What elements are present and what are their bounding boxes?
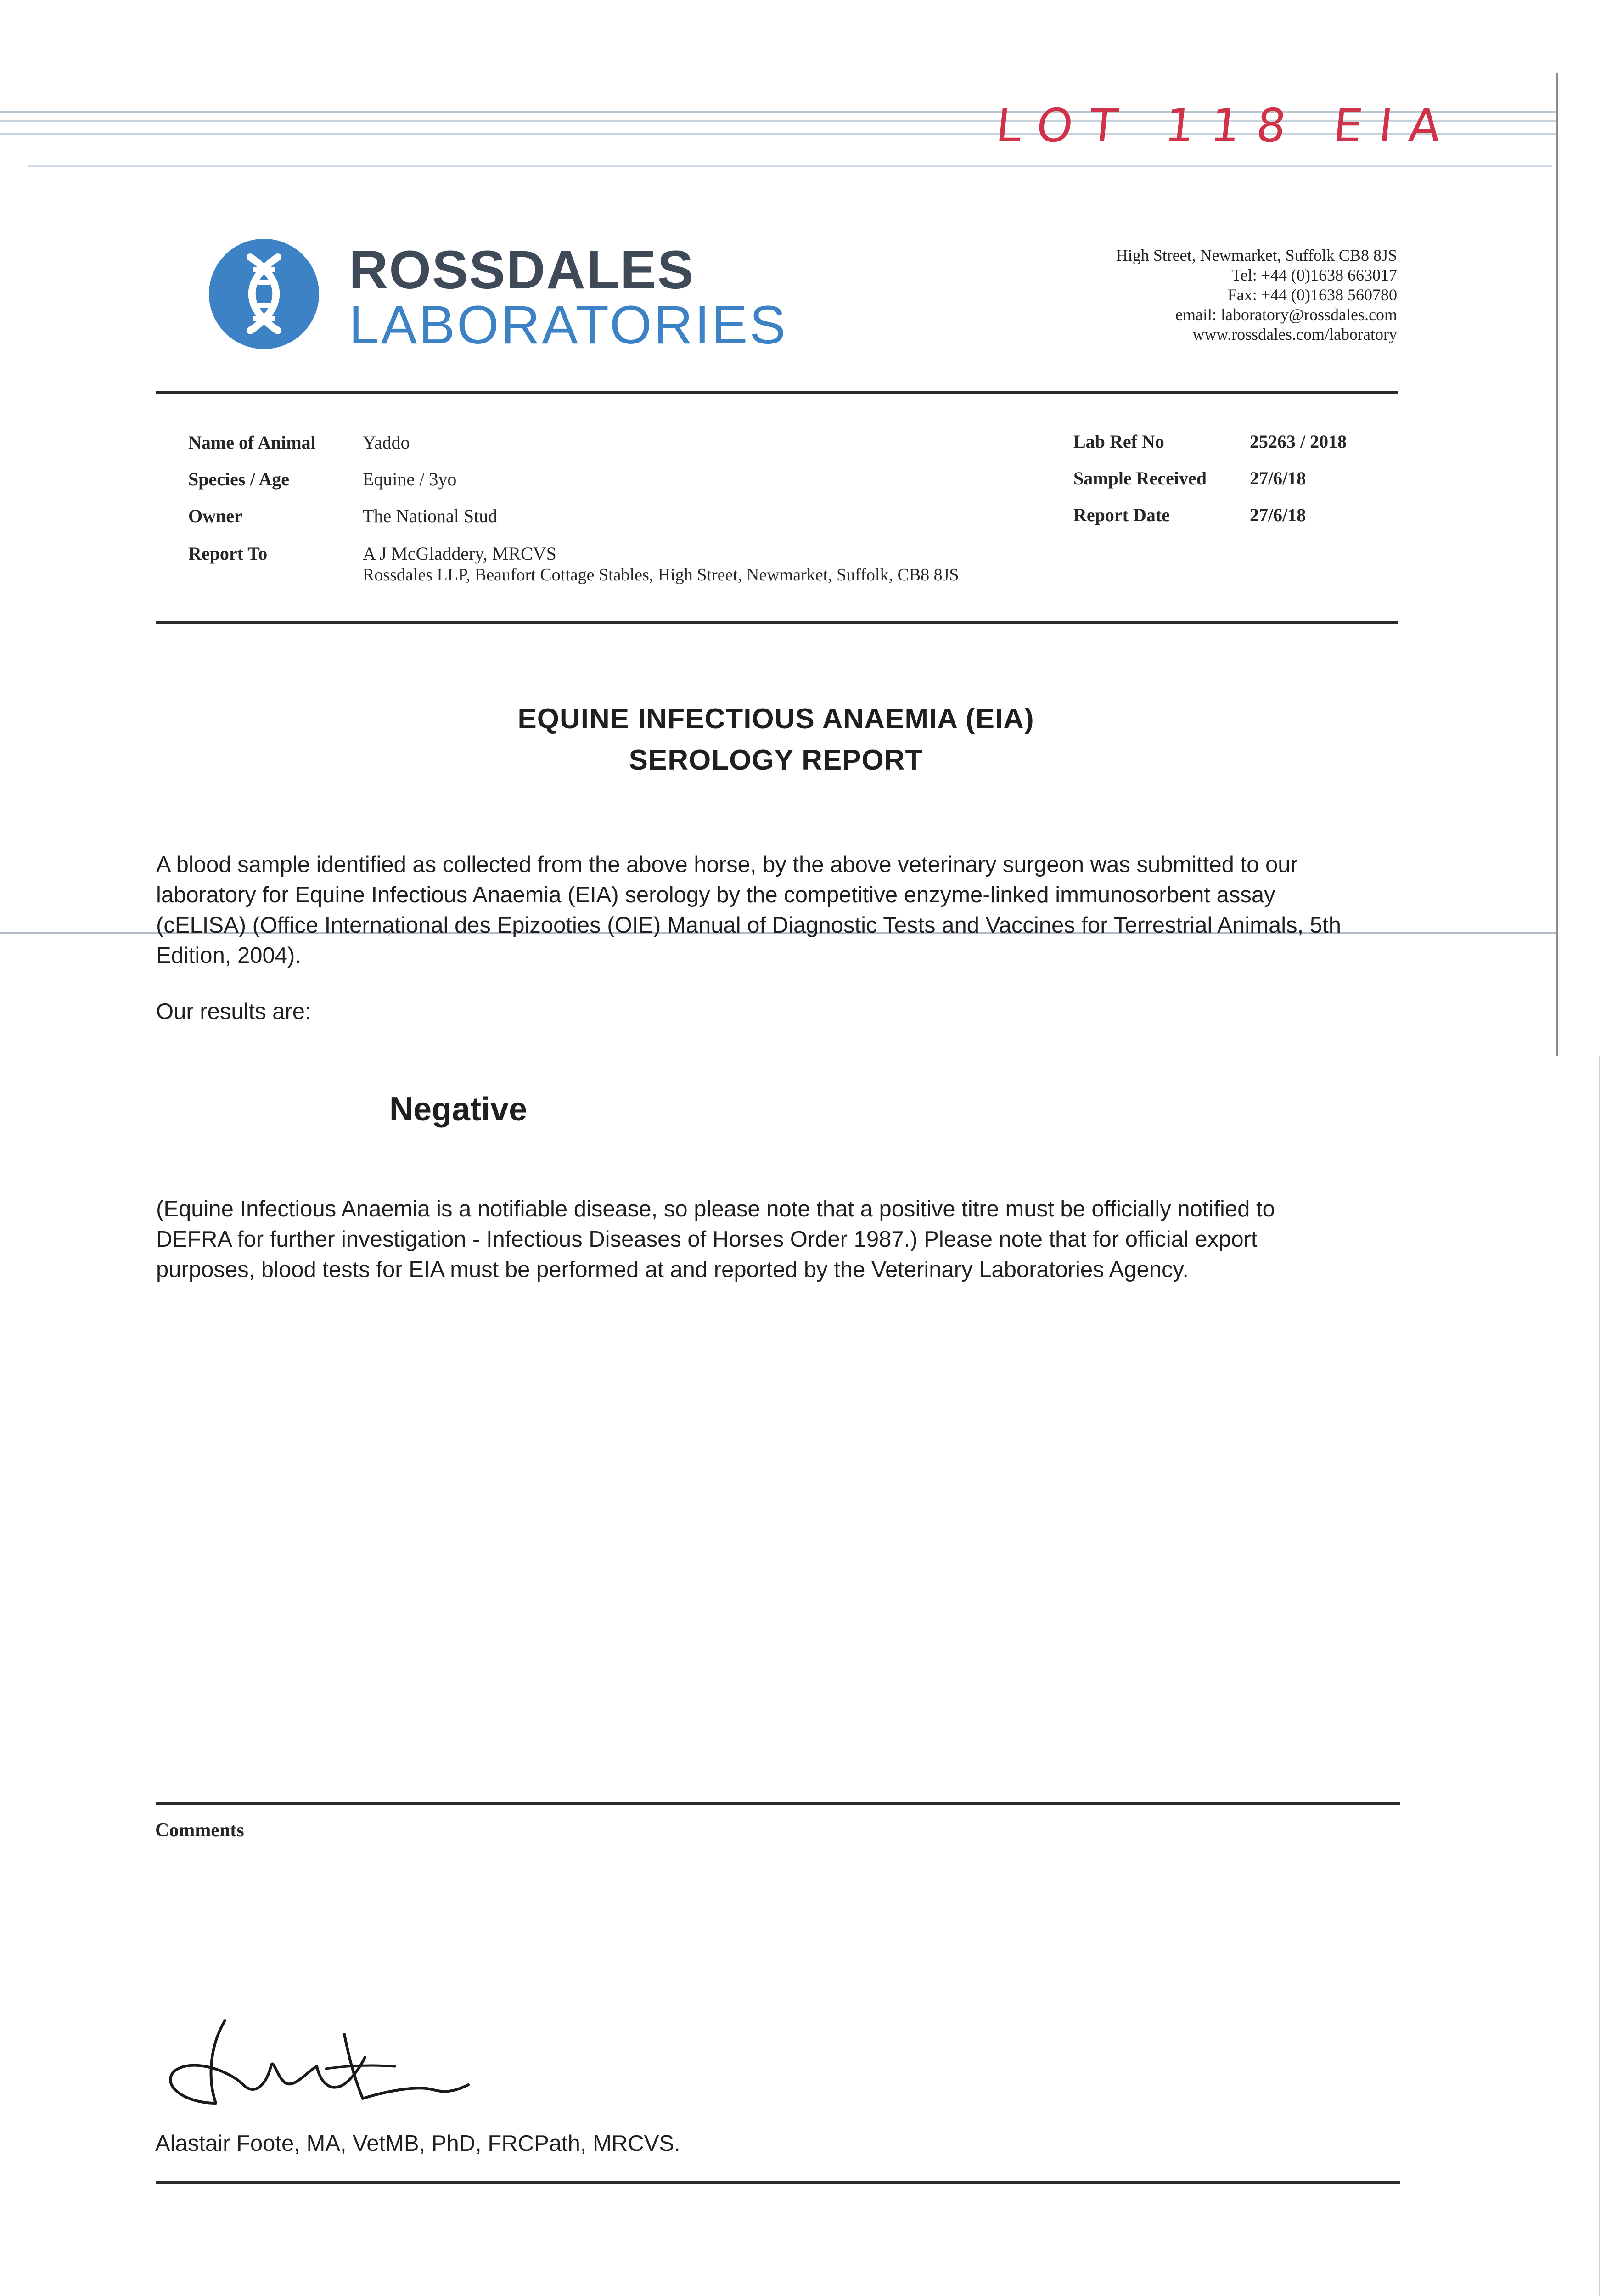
lab-ref-value: 25263 / 2018: [1250, 431, 1347, 452]
contact-website: www.rossdales.com/laboratory: [1192, 325, 1397, 343]
sample-received-label: Sample Received: [1073, 468, 1207, 489]
comments-divider: [156, 1802, 1400, 1805]
signature: [156, 2007, 487, 2117]
contact-email: email: laboratory@rossdales.com: [1175, 305, 1397, 324]
intro-line: (cELISA) (Office International des Epizooties (OIE) Manual of Diagnostic Tests and Vaccines for Terrestrial Animals, 5th: [156, 913, 1341, 938]
header-divider: [156, 391, 1398, 394]
intro-line: laboratory for Equine Infectious Anaemia (EIA) serology by the competitive enzyme-linked immunosorbent assay: [156, 883, 1275, 907]
notice-line: DEFRA for further investigation - Infectious Diseases of Horses Order 1987.) Please note that for official export: [156, 1227, 1258, 1252]
contact-block: [1116, 246, 1397, 344]
intro-paragraph: [156, 850, 1341, 971]
contact-tel: Tel: +44 (0)1638 663017: [1231, 266, 1397, 284]
intro-line: Edition, 2004).: [156, 943, 301, 968]
owner-label: Owner: [188, 506, 242, 526]
notice-line: (Equine Infectious Anaemia is a notifiable disease, so please note that a positive titre must be officially notified to: [156, 1197, 1275, 1221]
name-label: Name of Animal: [188, 432, 316, 453]
comments-label: Comments: [155, 1820, 244, 1841]
name-value: Yaddo: [363, 432, 410, 453]
details-divider: [156, 621, 1398, 624]
page-edge: [1599, 1056, 1600, 2296]
test-result: Negative: [389, 1091, 528, 1128]
report-to-line2: Rossdales LLP, Beaufort Cottage Stables, High Street, Newmarket, Suffolk, CB8 8JS: [363, 565, 959, 585]
species-label: Species / Age: [188, 469, 289, 490]
notice-paragraph: [156, 1194, 1275, 1285]
report-title-line2: SEROLOGY REPORT: [629, 744, 923, 776]
sample-received-value: 27/6/18: [1250, 468, 1306, 489]
page-edge: [1556, 73, 1558, 1056]
report-title-line1: EQUINE INFECTIOUS ANAEMIA (EIA): [517, 703, 1034, 735]
species-value: Equine / 3yo: [363, 469, 457, 490]
brand-name-line1: ROSSDALES: [349, 240, 695, 300]
lab-ref-label: Lab Ref No: [1073, 431, 1164, 452]
contact-fax: Fax: +44 (0)1638 560780: [1227, 286, 1397, 304]
report-to-label: Report To: [188, 543, 268, 564]
intro-line: A blood sample identified as collected from the above horse, by the above veterinary surgeon was submitted to our: [156, 852, 1298, 877]
owner-value: The National Stud: [363, 506, 498, 526]
footer-divider: [156, 2181, 1400, 2184]
report-date-label: Report Date: [1073, 505, 1170, 525]
brand-name-line2: LABORATORIES: [349, 295, 788, 355]
notice-line: purposes, blood tests for EIA must be performed at and reported by the Veterinary Laboratories Agency.: [156, 1257, 1189, 1282]
dna-logo-icon: [207, 236, 321, 351]
signer-name: Alastair Foote, MA, VetMB, PhD, FRCPath, MRCVS.: [155, 2131, 680, 2156]
handwritten-annotation: LOT 118 EIA: [993, 99, 1460, 152]
scan-line: [28, 165, 1552, 167]
report-date-value: 27/6/18: [1250, 505, 1306, 525]
report-to-line1: A J McGladdery, MRCVS: [363, 543, 556, 564]
contact-address: High Street, Newmarket, Suffolk CB8 8JS: [1116, 246, 1397, 264]
results-intro: Our results are:: [156, 999, 311, 1024]
